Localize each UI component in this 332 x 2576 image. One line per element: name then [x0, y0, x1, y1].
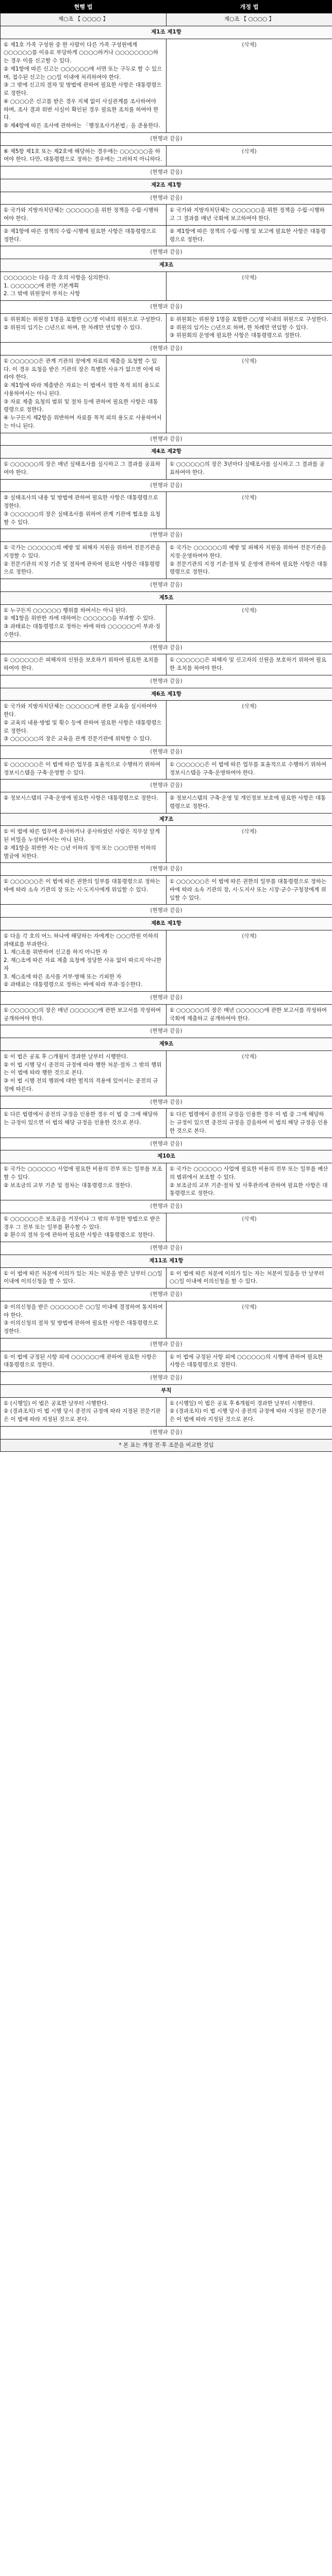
table-row	[1, 1038, 332, 1051]
table-row	[1, 758, 332, 779]
table-body	[1, 26, 332, 1452]
current-law-cell	[1, 758, 167, 779]
clause-line: ② 제1항에 따른 정책의 수립·시행에 필요한 사항은 대통령령으로 정한다.	[4, 228, 158, 243]
clause-line: ① ○○○○○○은 이 법에 따른 업무를 효율적으로 수행하기 위하여 정보시스템을 구축·운영할 수 있다.	[4, 761, 162, 776]
table-row	[1, 492, 332, 529]
clause-line: ② 위원의 임기는 ○년으로 하며, 한 차례만 연임할 수 있다.	[4, 324, 142, 331]
column-header-revised: 개정 법	[167, 1, 332, 13]
table-row	[1, 301, 332, 314]
same-as-current-note: (현행과 같음)	[1, 1338, 332, 1351]
table-row	[1, 529, 332, 542]
section-heading: 제7조	[1, 813, 332, 826]
clause-line: ② 제1항에 따라 제출받은 자료는 이 법에서 정한 목적 외의 용도로 사용하여서는 아니 된다.	[4, 382, 162, 397]
clause-line: ① 국가는 ○○○○○○의 예방 및 피해자 지원을 위하여 전문기관을 지정할 수 있다.	[4, 545, 162, 559]
clause-line: ② (경과조치) 이 법 시행 당시 종전의 규정에 따라 지정된 전문기관은 이 법에 따라 지정된 것으로 본다.	[4, 1408, 161, 1422]
table-row	[1, 1351, 332, 1372]
table-row	[1, 1150, 332, 1163]
subheader-revised: 제○조 【 ○○○○ 】	[167, 13, 332, 26]
table-row	[1, 1439, 332, 1452]
same-as-current-note: (현행과 같음)	[1, 905, 332, 918]
revised-law-cell	[167, 1004, 332, 1025]
clause-line: ③ 이의신청의 절차 및 방법에 관하여 필요한 사항은 대통령령으로 정한다.	[4, 1320, 160, 1334]
clause-line: ② 전문기관의 지정 기준·절차 및 운영에 관하여 필요한 사항은 대통령령으로 정한다.	[170, 561, 328, 575]
table-row	[1, 1109, 332, 1138]
current-law-cell	[1, 39, 167, 132]
current-law-cell	[1, 876, 167, 905]
section-heading: 제6조 제1항	[1, 688, 332, 701]
clause-line: ② 환수의 절차 등에 관하여 필요한 사항은 대통령령으로 정한다.	[4, 1232, 155, 1239]
same-as-current-note: (현행과 같음)	[1, 166, 332, 179]
table-row	[1, 905, 332, 918]
same-as-current-note: (현행과 같음)	[1, 641, 332, 654]
clause-line: ① ○○○○○○의 장은 매년 실태조사를 실시하고 그 결과를 공표하여야 한다.	[4, 461, 161, 476]
clause-line: ② 전문기관의 지정 기준 및 절차에 관하여 필요한 사항은 대통령령으로 정한다.	[4, 561, 160, 575]
same-as-current-note: (현행과 같음)	[1, 132, 332, 145]
revised-law-cell	[167, 758, 332, 779]
clause-line: ① ○○○○○○은 이 법에 따른 권한의 일부를 대통령령으로 정하는 바에 따라 소속 기관의 장 또는 시·도지사에게 위임할 수 있다.	[4, 878, 162, 893]
clause-line: ① (시행일) 이 법은 공포한 날부터 시행한다.	[4, 1400, 109, 1406]
clause-line: ② 정보시스템의 구축·운영에 필요한 사항은 대통령령으로 정한다.	[4, 795, 158, 801]
revised-law-cell: (삭제)	[167, 1301, 332, 1338]
revised-law-cell	[167, 1109, 332, 1138]
section-heading: 제1조 제1항	[1, 26, 332, 39]
same-as-current-note: (현행과 같음)	[1, 1426, 332, 1439]
table-row	[1, 701, 332, 746]
table-row	[1, 1163, 332, 1200]
clause-line: ① ○○○○○○은 이 법에 따른 업무를 효율적으로 수행하기 위하여 정보시스템을 구축·운영하여야 한다.	[170, 761, 328, 776]
clause-line: ① 다른 법령에서 종전의 규정을 인용한 경우 이 법 중 그에 해당하는 규정이 있으면 종전의 규정을 갈음하여 이 법의 해당 규정을 인용한 것으로 본다.	[170, 1111, 328, 1134]
subheader-current: 제○조 【 ○○○○ 】	[1, 13, 167, 26]
current-law-cell	[1, 826, 167, 863]
current-law-cell	[1, 205, 167, 226]
revised-law-cell: (삭제)	[167, 492, 332, 529]
table-row	[1, 1200, 332, 1213]
table-row	[1, 166, 332, 179]
same-as-current-note: (현행과 같음)	[1, 246, 332, 259]
table-row	[1, 992, 332, 1005]
table-row	[1, 205, 332, 226]
clause-line: ① ○○○○○○은 이 법에 따른 권한의 일부를 대통령령으로 정하는 바에 따라 소속 기관의 장, 시·도지사 또는 시장·군수·구청장에게 위임할 수 있다.	[170, 878, 328, 901]
clause-line: ③ 과태료는 대통령령으로 정하는 바에 따라 ○○○○○○이 부과·징수한다.	[4, 623, 161, 638]
table-row	[1, 1213, 332, 1242]
same-as-current-note: (현행과 같음)	[1, 1200, 332, 1213]
revised-law-cell	[167, 205, 332, 226]
revised-law-cell: (삭제)	[167, 145, 332, 166]
table-row	[1, 542, 332, 579]
clause-line: ④ 누구든지 제2항을 위반하여 자료를 목적 외의 용도로 사용하여서는 아니 된다.	[4, 415, 162, 429]
clause-line: ① 위원회는 위원장 1명을 포함한 ○○명 이내의 위원으로 구성한다.	[170, 316, 328, 323]
table-row	[1, 792, 332, 814]
same-as-current-note: (현행과 같음)	[1, 1138, 332, 1150]
clause-line: ① 다음 각 호의 어느 하나에 해당하는 자에게는 ○○○만원 이하의 과태료를 부과한다.	[4, 933, 160, 947]
table-row	[1, 343, 332, 355]
section-heading: 제3조	[1, 259, 332, 272]
current-law-cell	[1, 272, 167, 300]
clause-line: ① ○○○○○○의 장은 매년 ○○○○○○에 관한 보고서를 작성하여 공개하여야 한다.	[4, 1007, 163, 1022]
table-row	[1, 641, 332, 654]
current-law-cell	[1, 1163, 167, 1200]
clause-line: ① 국가와 지방자치단체는 ○○○○○○을 위한 정책을 수립·시행하여야 한다.	[4, 207, 159, 222]
current-law-cell	[1, 145, 167, 166]
clause-line: ① 국가는 ○○○○○○ 사업에 필요한 비용의 전부 또는 일부를 보조할 수 있다.	[4, 1166, 162, 1180]
table-row	[1, 1050, 332, 1096]
same-as-current-note: (현행과 같음)	[1, 1289, 332, 1301]
table-row	[1, 459, 332, 480]
current-law-cell	[1, 1267, 167, 1289]
same-as-current-note: (현행과 같음)	[1, 301, 332, 314]
clause-line: 3. 제○조에 따른 조사를 거부·방해 또는 기피한 자	[4, 973, 122, 980]
same-as-current-note: (현행과 같음)	[1, 192, 332, 205]
table-row	[1, 26, 332, 39]
current-law-cell	[1, 701, 167, 746]
table-row	[1, 179, 332, 192]
same-as-current-note: (현행과 같음)	[1, 479, 332, 492]
current-law-cell	[1, 930, 167, 991]
table-row	[1, 1338, 332, 1351]
same-as-current-note: (현행과 같음)	[1, 675, 332, 688]
clause-line: ① 이 법에 따른 업무에 종사하거나 종사하였던 사람은 직무상 알게 된 비밀을 누설하여서는 아니 된다.	[4, 828, 162, 843]
table-row	[1, 1289, 332, 1301]
clause-line: ② 과태료는 대통령령으로 정하는 바에 따라 부과·징수한다.	[4, 981, 143, 988]
clause-line: ① 이 법에 따른 처분에 이의가 있는 자는 처분이 있음을 안 날부터 ○○일 이내에 이의신청을 할 수 있다.	[170, 1270, 326, 1285]
section-heading: 제5조	[1, 591, 332, 604]
clause-line: ① ○○○○○○은 피해자의 신원을 보호하기 위하여 필요한 조치를 하여야 한다.	[4, 657, 161, 671]
table-row	[1, 132, 332, 145]
same-as-current-note: (현행과 같음)	[1, 992, 332, 1005]
clause-line: ② 제1항을 위반한 자에 대하여는 ○○○○○○을 부과할 수 있다.	[4, 615, 155, 622]
clause-line: ① ○○○○○○의 장은 매년 ○○○○○○에 관한 보고서를 작성하여 국회에 제출하고 공개하여야 한다.	[170, 1007, 329, 1022]
clause-line: ① 이 법에 따른 처분에 이의가 있는 자는 처분을 받은 날부터 ○○일 이내에 이의신청을 할 수 있다.	[4, 1270, 164, 1285]
current-law-cell	[1, 1004, 167, 1025]
clause-line: ① ○○○○○○은 피해자 및 신고자의 신원을 보호하기 위하여 필요한 조치를 하여야 한다.	[170, 657, 327, 671]
clause-line: 1. 제○조를 위반하여 신고를 하지 아니한 자	[4, 949, 108, 956]
revised-law-cell	[167, 792, 332, 814]
same-as-current-note: (현행과 같음)	[1, 863, 332, 876]
current-law-cell	[1, 313, 167, 342]
section-heading: 제9조	[1, 1038, 332, 1051]
table-row	[1, 1025, 332, 1038]
current-law-cell	[1, 1050, 167, 1096]
current-law-cell	[1, 1351, 167, 1372]
current-law-cell	[1, 492, 167, 529]
table-row	[1, 1096, 332, 1109]
table-row	[1, 688, 332, 701]
clause-line: ① 국가는 ○○○○○○ 사업에 필요한 비용의 전부 또는 일부를 예산의 범위에서 보조할 수 있다.	[170, 1166, 328, 1180]
table-row	[1, 813, 332, 826]
section-heading: 제10조	[1, 1150, 332, 1163]
section-heading: 제11조 제1항	[1, 1255, 332, 1267]
clause-line: ① ○○○○○○은 보조금을 거짓이나 그 밖의 부정한 방법으로 받은 경우 그 전부 또는 일부를 환수할 수 있다.	[4, 1215, 162, 1230]
table-row	[1, 604, 332, 641]
clause-line: ① 누구든지 ○○○○○○ 행위를 하여서는 아니 된다.	[4, 607, 127, 614]
table-row	[1, 479, 332, 492]
current-law-cell	[1, 1109, 167, 1138]
table-row	[1, 591, 332, 604]
current-law-cell	[1, 792, 167, 814]
revised-law-cell: (삭제)	[167, 604, 332, 641]
clause-line: ① 국가와 지방자치단체는 ○○○○○○을 위한 정책을 수립·시행하고 그 결과를 매년 국회에 보고하여야 한다.	[170, 207, 325, 222]
table-row	[1, 863, 332, 876]
revised-law-cell: (삭제)	[167, 1213, 332, 1242]
revised-law-cell	[167, 1267, 332, 1289]
table-row	[1, 1426, 332, 1439]
revised-law-cell	[167, 542, 332, 579]
clause-line: ③ 자료 제출 요청의 범위 및 절차 등에 관하여 필요한 사항은 대통령령으로 정한다.	[4, 398, 158, 413]
clause-line: ① 국가는 ○○○○○○의 예방 및 피해자 지원을 위하여 전문기관을 지정·운영하여야 한다.	[170, 545, 328, 559]
revised-law-cell: (삭제)	[167, 826, 332, 863]
clause-line: ② 이 법 시행 당시 종전의 규정에 따라 행한 처분·절차 그 밖의 행위는 이 법에 따라 행한 것으로 본다.	[4, 1061, 162, 1076]
table-row	[1, 39, 332, 132]
table-row	[1, 746, 332, 759]
table-header-row	[1, 1, 332, 13]
revised-law-cell: (삭제)	[167, 701, 332, 746]
section-heading: 제8조 제1항	[1, 918, 332, 930]
same-as-current-note: (현행과 같음)	[1, 779, 332, 792]
table-row	[1, 1255, 332, 1267]
table-row	[1, 145, 332, 166]
table-row	[1, 918, 332, 930]
current-law-cell	[1, 1397, 167, 1426]
table-row	[1, 192, 332, 205]
clause-line: ③ ○○○○○○의 장은 실태조사를 위하여 관계 기관에 협조를 요청할 수 있다.	[4, 511, 161, 526]
section-heading: 제2조 제1항	[1, 179, 332, 192]
table-row	[1, 930, 332, 991]
same-as-current-note: (현행과 같음)	[1, 1096, 332, 1109]
current-law-cell	[1, 1301, 167, 1338]
current-law-cell	[1, 604, 167, 641]
revised-law-cell	[167, 225, 332, 246]
clause-line: ① 제1호 가족 구성원 중 한 사람이 다른 가족 구성원에게 ○○○○○○를 이유로 부당하게 ○○○○하거나 ○○○○○○○○하는 경우 이를 신고할 수 있다.	[4, 41, 158, 64]
same-as-current-note: (현행과 같음)	[1, 579, 332, 592]
table-row	[1, 246, 332, 259]
clause-line: ② (경과조치) 이 법 시행 당시 종전의 규정에 따라 지정된 전문기관은 이 법에 따라 지정된 것으로 본다.	[170, 1408, 327, 1422]
clause-line: ① 다른 법령에서 종전의 규정을 인용한 경우 이 법 중 그에 해당하는 규정이 있으면 이 법의 해당 규정을 인용한 것으로 본다.	[4, 1111, 158, 1126]
table-row	[1, 433, 332, 446]
clause-line: ① 이 법은 공포 후 ○개월이 경과한 날부터 시행한다.	[4, 1053, 128, 1060]
revised-law-cell	[167, 459, 332, 480]
same-as-current-note: (현행과 같음)	[1, 746, 332, 759]
clause-line: ② 정보시스템의 구축·운영 및 개인정보 보호에 필요한 사항은 대통령령으로 정한다.	[170, 795, 326, 809]
clause-line: ① ○○○○○○은 관계 기관의 장에게 자료의 제출을 요청할 수 있다. 이 경우 요청을 받은 기관의 장은 특별한 사유가 없으면 이에 따라야 한다.	[4, 358, 160, 381]
section-heading: 제4조 제2항	[1, 446, 332, 459]
table-row	[1, 1004, 332, 1025]
revised-law-cell: (삭제)	[167, 930, 332, 991]
clause-line: ① ○○○○○○의 장은 3년마다 실태조사를 실시하고 그 결과를 공표하여야 한다.	[170, 461, 325, 476]
clause-line: ② 보조금의 교부 기준·절차 및 사후관리에 관하여 필요한 사항은 대통령령으로 정한다.	[170, 1182, 328, 1197]
clause-line: ③ 위원회의 운영에 필요한 사항은 대통령령으로 정한다.	[170, 332, 302, 339]
revised-law-cell: (삭제)	[167, 1050, 332, 1096]
clause-line: ① 이 법에 규정된 사항 외에 ○○○○○○의 시행에 관하여 필요한 사항은 대통령령으로 정한다.	[170, 1353, 325, 1368]
clause-line: ○○○○○○는 다음 각 호의 사항을 심의한다.	[4, 274, 110, 281]
current-law-cell	[1, 225, 167, 246]
revised-law-cell	[167, 1351, 332, 1372]
clause-line: 2. 그 밖에 위원장이 부치는 사항	[4, 291, 80, 297]
clause-line: ④ ○○○○은 신고를 받은 경우 지체 없이 사실관계를 조사하여야 하며, 조사 결과 위반 사실이 확인된 경우 필요한 조치를 하여야 한다.	[4, 98, 159, 121]
revised-law-cell	[167, 313, 332, 342]
table-row	[1, 654, 332, 675]
clause-line: ② 이의신청을 받은 ○○○○○○은 ○○일 이내에 결정하여 통지하여야 한다.	[4, 1303, 163, 1318]
footer-note: * 본 표는 개정 전·후 조문을 비교한 것임	[1, 1439, 332, 1452]
table-row	[1, 313, 332, 342]
revised-law-cell: (삭제)	[167, 39, 332, 132]
same-as-current-note: (현행과 같음)	[1, 1025, 332, 1038]
table-row	[1, 579, 332, 592]
clause-line: ③ 이 법 시행 전의 행위에 대한 벌칙의 적용에 있어서는 종전의 규정에 따른다.	[4, 1078, 158, 1092]
clause-line: ② 제1항에 따른 신고는 ○○○○○○에 서면 또는 구두로 할 수 있으며, 접수된 신고는 ○○일 이내에 처리하여야 한다.	[4, 65, 162, 80]
table-row	[1, 225, 332, 246]
table-row	[1, 446, 332, 459]
clause-line: ① 국가와 지방자치단체는 ○○○○○○에 관한 교육을 실시하여야 한다.	[4, 703, 159, 718]
table-row	[1, 272, 332, 300]
table-row	[1, 1384, 332, 1397]
current-law-cell	[1, 1213, 167, 1242]
clause-line: ② 위원의 임기는 ○년으로 하며, 한 차례만 연임할 수 있다.	[170, 324, 308, 331]
current-law-cell	[1, 459, 167, 480]
clause-line: 2. 제○조에 따른 자료 제출 요청에 정당한 사유 없이 따르지 아니한 자	[4, 957, 163, 972]
table-row	[1, 1372, 332, 1385]
table-row	[1, 1138, 332, 1150]
table-row	[1, 355, 332, 433]
current-law-cell	[1, 355, 167, 433]
clause-line: ② 보조금의 교부 기준 및 절차는 대통령령으로 정한다.	[4, 1182, 132, 1189]
revised-law-cell	[167, 876, 332, 905]
same-as-current-note: (현행과 같음)	[1, 1372, 332, 1385]
clause-line: ② 교육의 내용·방법 및 횟수 등에 관하여 필요한 사항은 대통령령으로 정한다.	[4, 719, 162, 734]
current-law-cell	[1, 654, 167, 675]
clause-line: ② 실태조사의 내용 및 방법에 관하여 필요한 사항은 대통령령으로 정한다.	[4, 495, 160, 509]
table-row	[1, 1242, 332, 1255]
same-as-current-note: (현행과 같음)	[1, 433, 332, 446]
same-as-current-note: (현행과 같음)	[1, 529, 332, 542]
revised-law-cell: (삭제)	[167, 272, 332, 300]
table-row	[1, 826, 332, 863]
table-row	[1, 1267, 332, 1289]
table-row	[1, 1397, 332, 1426]
revised-law-cell	[167, 654, 332, 675]
clause-line: ① 이 법에 규정된 사항 외에 ○○○○○○에 관하여 필요한 사항은 대통령령으로 정한다.	[4, 1353, 159, 1368]
table-subheader-row	[1, 13, 332, 26]
table-row	[1, 1301, 332, 1338]
clause-line: 1. ○○○○○○에 관한 기본계획	[4, 282, 79, 289]
revised-law-cell	[167, 1163, 332, 1200]
table-row	[1, 259, 332, 272]
clause-line: ① (시행일) 이 법은 공포 후 6개월이 경과한 날부터 시행한다.	[170, 1400, 314, 1406]
table-row	[1, 675, 332, 688]
same-as-current-note: (현행과 같음)	[1, 1242, 332, 1255]
current-law-cell	[1, 542, 167, 579]
table-row	[1, 779, 332, 792]
clause-line: ③ ○○○○○○의 장은 교육을 관계 전문기관에 위탁할 수 있다.	[4, 736, 152, 742]
clause-line: ⑥ 제5항 제1호 또는 제2호에 해당하는 경우에는 ○○○○○○을 하여야 한다. 다만, 대통령령으로 정하는 경우에는 그러하지 아니하다.	[4, 148, 162, 163]
clause-line: ② 제1항에 따른 정책의 수립·시행 및 보고에 필요한 사항은 대통령령으로 정한다.	[170, 228, 326, 243]
clause-line: ② 제1항을 위반한 자는 ○년 이하의 징역 또는 ○○○만원 이하의 벌금에 처한다.	[4, 844, 158, 859]
same-as-current-note: (현행과 같음)	[1, 343, 332, 355]
section-heading: 부칙	[1, 1384, 332, 1397]
clause-line: ① 위원회는 위원장 1명을 포함한 ○○명 이내의 위원으로 구성한다.	[4, 316, 162, 323]
column-header-current: 현행 법	[1, 1, 167, 13]
revised-law-cell: (삭제)	[167, 355, 332, 433]
clause-line: ⑤ 제4항에 따른 조사에 관하여는 「행정조사기본법」을 준용한다.	[4, 123, 160, 129]
revised-law-cell	[167, 1397, 332, 1426]
clause-line: ③ 그 밖에 신고의 절차 및 방법에 관하여 필요한 사항은 대통령령으로 정한다.	[4, 82, 162, 96]
table-row	[1, 876, 332, 905]
